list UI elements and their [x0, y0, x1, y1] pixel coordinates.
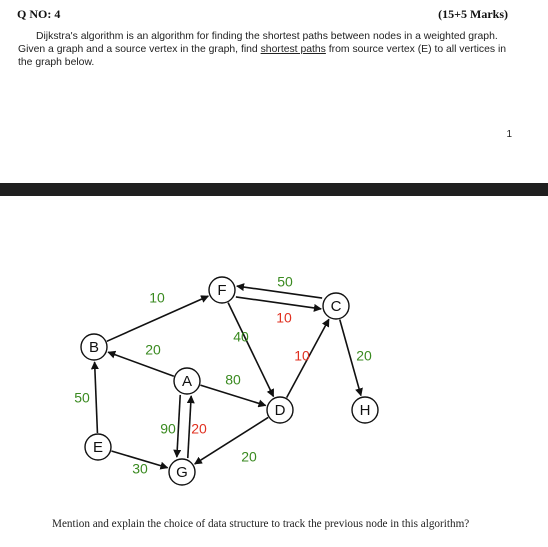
node-label: B — [88, 338, 100, 356]
node-label: E — [92, 438, 104, 456]
edge-a-g — [177, 395, 180, 457]
node-label: C — [330, 297, 342, 315]
edge-weight-c-f: 50 — [277, 273, 293, 290]
question-text-part1: Dijkstra's algorithm is an algorithm for finding the shortest paths between nodes in a weighted graph. Given a graph and a source vertex in the graph, find — [18, 31, 498, 55]
edge-a-b — [108, 352, 174, 376]
edge-weight-c-h: 20 — [356, 347, 372, 364]
node-h — [352, 397, 378, 423]
node-a — [174, 368, 200, 394]
edge-weight-d-c: 10 — [294, 347, 310, 364]
edge-weight-d-g: 20 — [241, 448, 257, 465]
edge-weight-f-c: 10 — [276, 309, 292, 326]
edge-weight-f-d: 40 — [233, 328, 249, 345]
edge-weight-e-g: 30 — [132, 460, 148, 477]
question-number: Q NO: 4 — [17, 7, 61, 21]
node-c — [323, 293, 349, 319]
edge-e-b — [95, 362, 98, 433]
edge-f-c — [236, 297, 321, 309]
node-label: H — [359, 401, 371, 419]
edge-a-d — [200, 385, 265, 405]
node-d — [267, 397, 293, 423]
node-label: F — [217, 281, 227, 299]
shortest-paths-link[interactable]: shortest paths — [260, 44, 326, 55]
question-text-part2: from source vertex (E) to all vertices in the graph below. — [18, 44, 507, 68]
node-label: D — [274, 401, 286, 419]
page-number: 1 — [506, 129, 512, 140]
edge-weight-a-b: 20 — [145, 341, 161, 358]
edge-weight-b-f: 10 — [149, 289, 165, 306]
node-label: A — [181, 372, 193, 390]
edge-weight-a-g: 90 — [160, 420, 176, 437]
node-g — [169, 459, 195, 485]
node-f — [209, 277, 235, 303]
followup-question: Mention and explain the choice of data structure to track the previous node in this algorithm? — [52, 518, 470, 530]
edge-weight-g-a: 20 — [191, 420, 207, 437]
marks-label: (15+5 Marks) — [438, 7, 508, 21]
node-e — [85, 434, 111, 460]
node-b — [81, 334, 107, 360]
node-label: G — [176, 463, 188, 481]
edge-weight-a-d: 80 — [225, 371, 241, 388]
edge-weight-e-b: 50 — [74, 389, 90, 406]
